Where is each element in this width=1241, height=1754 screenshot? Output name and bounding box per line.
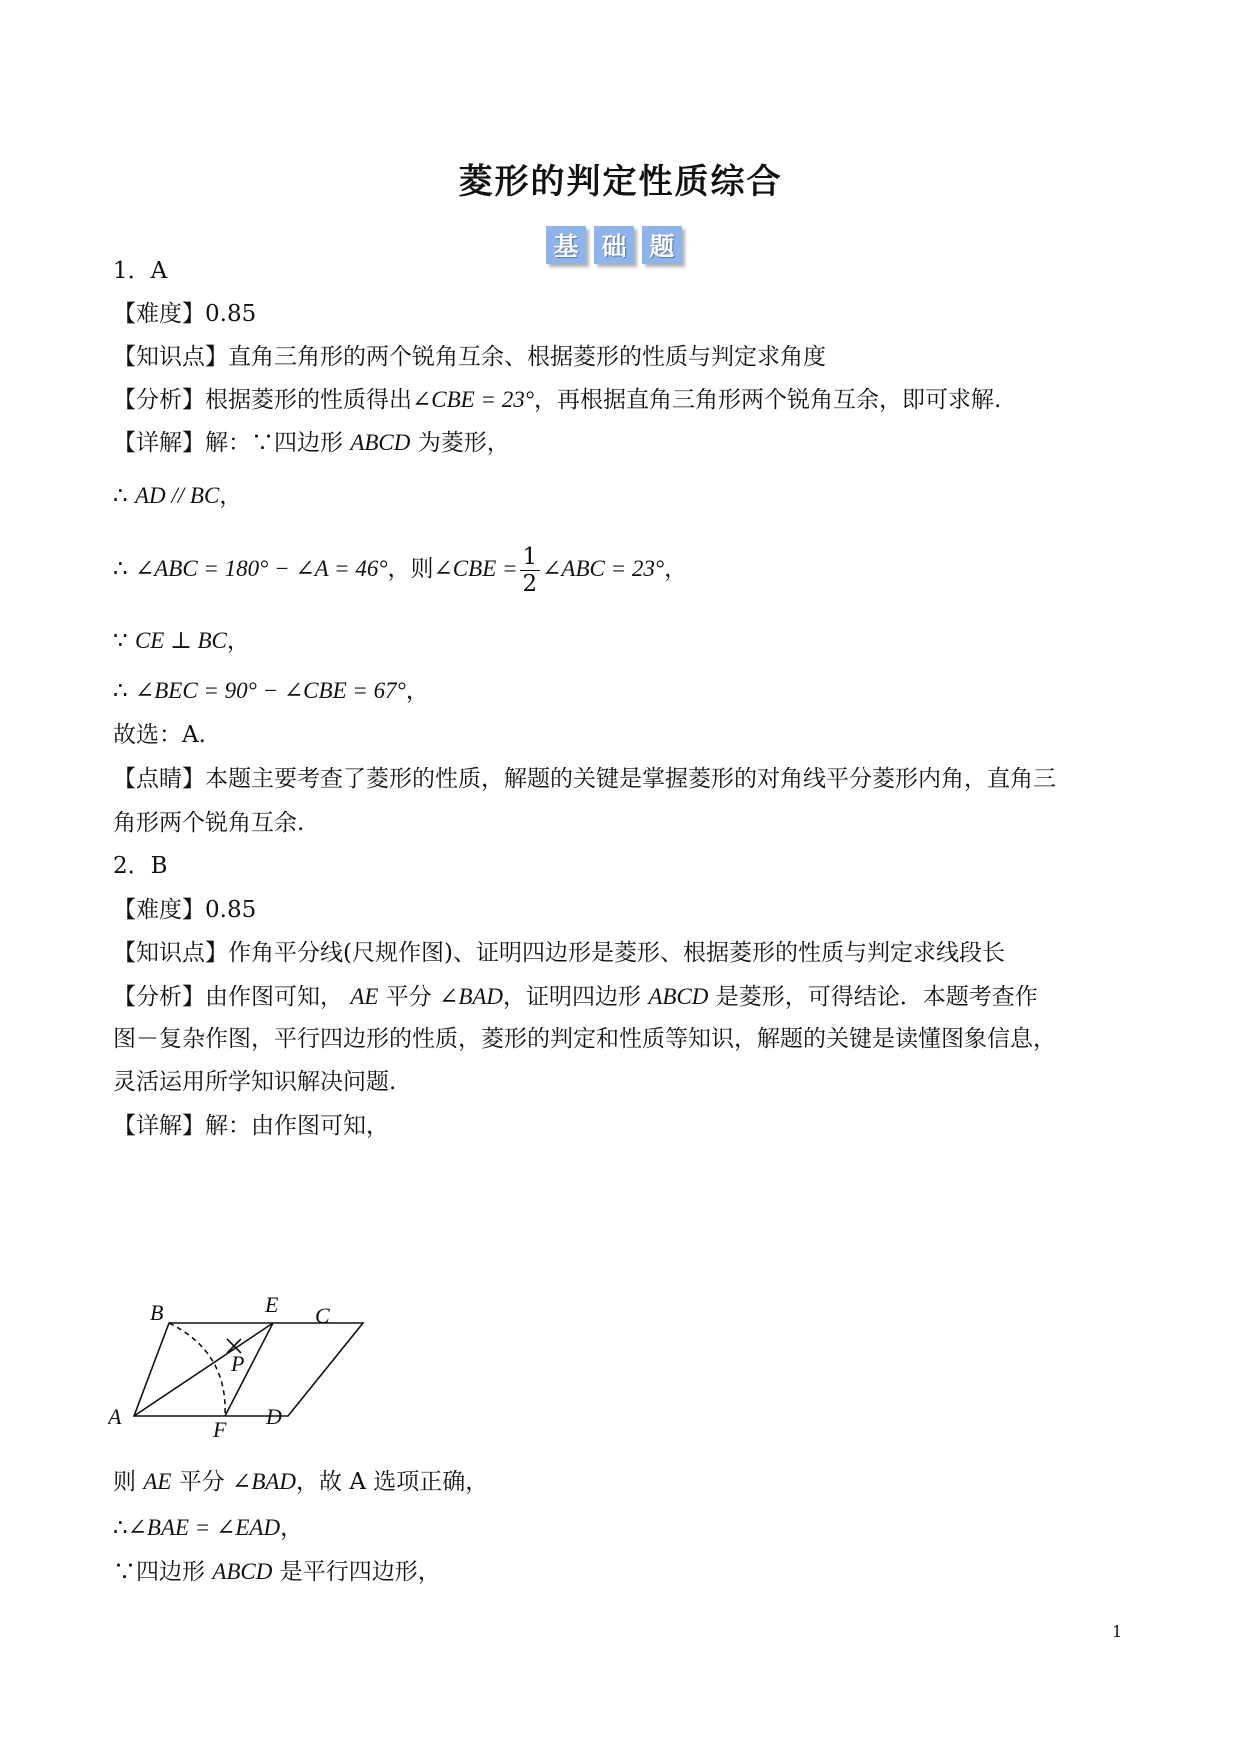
q1-step-parallel: ∴ AD // BC， <box>113 483 243 509</box>
q2-knowledge: 【知识点】作角平分线(尺规作图)、证明四边形是菱形、根据菱形的性质与判定求线段长 <box>113 940 1005 966</box>
q2-detail: 【详解】解：由作图可知， <box>113 1113 389 1139</box>
q1-knowledge: 【知识点】直角三角形的两个锐角互余、根据菱形的性质与判定求角度 <box>113 344 826 370</box>
difficulty-badge-basic <box>546 226 682 264</box>
label-c: C <box>315 1303 330 1328</box>
fraction-one-half: $\frac{1}{2}$ <box>520 544 541 597</box>
badge-char: 基 <box>546 226 586 264</box>
q2-analysis-line2: 图－复杂作图，平行四边形的性质，菱形的判定和性质等知识，解题的关键是读懂图象信息， <box>113 1026 1056 1052</box>
q2-difficulty: 【难度】0.85 <box>113 897 257 923</box>
label-a: A <box>108 1404 122 1429</box>
q1-step-perpendicular: ∵ CE ⊥ BC， <box>113 628 250 654</box>
q2-after-parallelogram: ∵四边形 ABCD 是平行四边形， <box>113 1559 441 1585</box>
badge-char: 础 <box>594 226 634 264</box>
page-title: 菱形的判定性质综合 <box>458 162 783 202</box>
q1-analysis: 【分析】根据菱形的性质得出∠CBE = 23°，再根据直角三角形两个锐角互余，即可求解. <box>113 387 1002 413</box>
geometry-figure <box>108 1282 388 1442</box>
q2-analysis-line1: 【分析】由作图可知， AE 平分 ∠BAD，证明四边形 ABCD 是菱形，可得结论．本题考查作 <box>113 984 1038 1010</box>
q2-after-angles: ∴∠BAE = ∠EAD， <box>113 1515 304 1541</box>
label-d: D <box>266 1404 282 1429</box>
q1-comment-line2: 角形两个锐角互余. <box>113 810 305 836</box>
q1-answer: 1．A <box>113 258 168 284</box>
q2-after-bisect: 则 AE 平分 ∠BAD，故 A 选项正确， <box>113 1469 489 1495</box>
q1-step-bec: ∴ ∠BEC = 90° − ∠CBE = 67°， <box>113 678 429 704</box>
label-p: P <box>231 1351 245 1376</box>
q1-detail: 【详解】解：∵四边形 ABCD 为菱形， <box>113 430 510 456</box>
label-b: B <box>150 1300 164 1325</box>
q2-analysis-line3: 灵活运用所学知识解决问题. <box>113 1069 397 1095</box>
q1-step-angle: ∴ ∠ABC = 180° − ∠A = 46°，则∠CBE = $\frac{1}{2}$ ∠ABC = 23°， <box>113 543 688 597</box>
segment-ae <box>134 1323 273 1416</box>
badge-char: 题 <box>642 226 682 264</box>
label-f: F <box>213 1417 227 1442</box>
construction-arc <box>169 1323 225 1416</box>
label-e: E <box>265 1292 279 1317</box>
q2-answer: 2．B <box>113 853 168 879</box>
q1-difficulty: 【难度】0.85 <box>113 301 257 327</box>
page-number: 1 <box>1112 1622 1123 1641</box>
q1-choice: 故选：A. <box>113 722 206 748</box>
q1-comment-line1: 【点睛】本题主要考查了菱形的性质，解题的关键是掌握菱形的对角线平分菱形内角，直角三 <box>113 766 1056 792</box>
